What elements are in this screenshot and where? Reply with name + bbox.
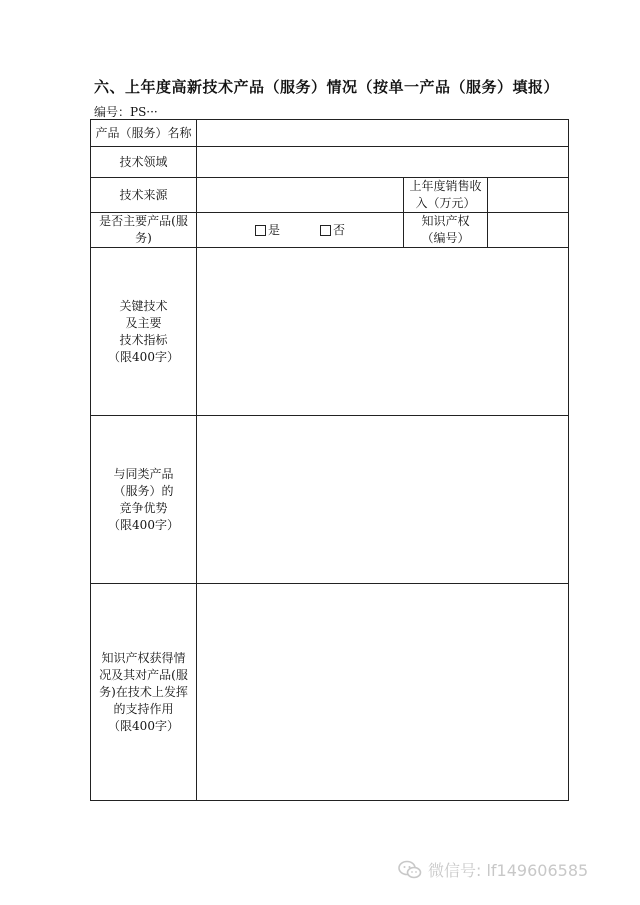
tech-source-label: 技术来源 <box>91 178 197 213</box>
main-product-label: 是否主要产品(服务) <box>91 213 197 248</box>
checkbox-icon[interactable] <box>320 225 331 236</box>
row-key-tech <box>91 248 569 416</box>
watermark <box>398 858 588 881</box>
row-tech-source <box>91 178 569 213</box>
tech-field-input[interactable] <box>197 147 569 178</box>
product-name-label: 产品（服务）名称 <box>91 120 197 147</box>
row-tech-field <box>91 147 569 178</box>
yes-label: 是 <box>267 222 280 237</box>
serial-number: 编号：PS··· <box>94 105 158 119</box>
sales-revenue-input[interactable] <box>488 178 569 213</box>
row-ip-support <box>91 584 569 801</box>
no-option[interactable] <box>320 222 345 239</box>
tech-field-label: 技术领域 <box>91 147 197 178</box>
checkbox-icon[interactable] <box>255 225 266 236</box>
main-product-choice <box>197 213 404 248</box>
advantage-field[interactable] <box>197 416 569 584</box>
ip-support-label: 知识产权获得情 况及其对产品(服 务)在技术上发挥 的支持作用 （限400字） <box>91 584 197 801</box>
key-tech-field[interactable] <box>197 248 569 416</box>
no-label: 否 <box>333 222 346 237</box>
watermark-text: 微信号: lf149606585 <box>428 861 589 880</box>
ip-number-input[interactable] <box>488 213 569 248</box>
key-tech-label: 关键技术 及主要 技术指标 （限400字） <box>91 248 197 416</box>
ip-number-label: 知识产权 （编号） <box>404 213 488 248</box>
yes-option[interactable] <box>255 222 280 239</box>
page-title: 六、上年度高新技术产品（服务）情况（按单一产品（服务）填报） <box>94 78 560 96</box>
product-name-field[interactable] <box>197 120 569 147</box>
advantage-label: 与同类产品 （服务）的 竞争优势 （限400字） <box>91 416 197 584</box>
ip-support-field[interactable] <box>197 584 569 801</box>
wechat-icon <box>398 860 422 880</box>
row-advantage <box>91 416 569 584</box>
row-product-name <box>91 120 569 147</box>
sales-revenue-label: 上年度销售收 入（万元） <box>404 178 488 213</box>
tech-source-input[interactable] <box>197 178 404 213</box>
row-main-product <box>91 213 569 248</box>
product-form-table <box>90 119 569 801</box>
